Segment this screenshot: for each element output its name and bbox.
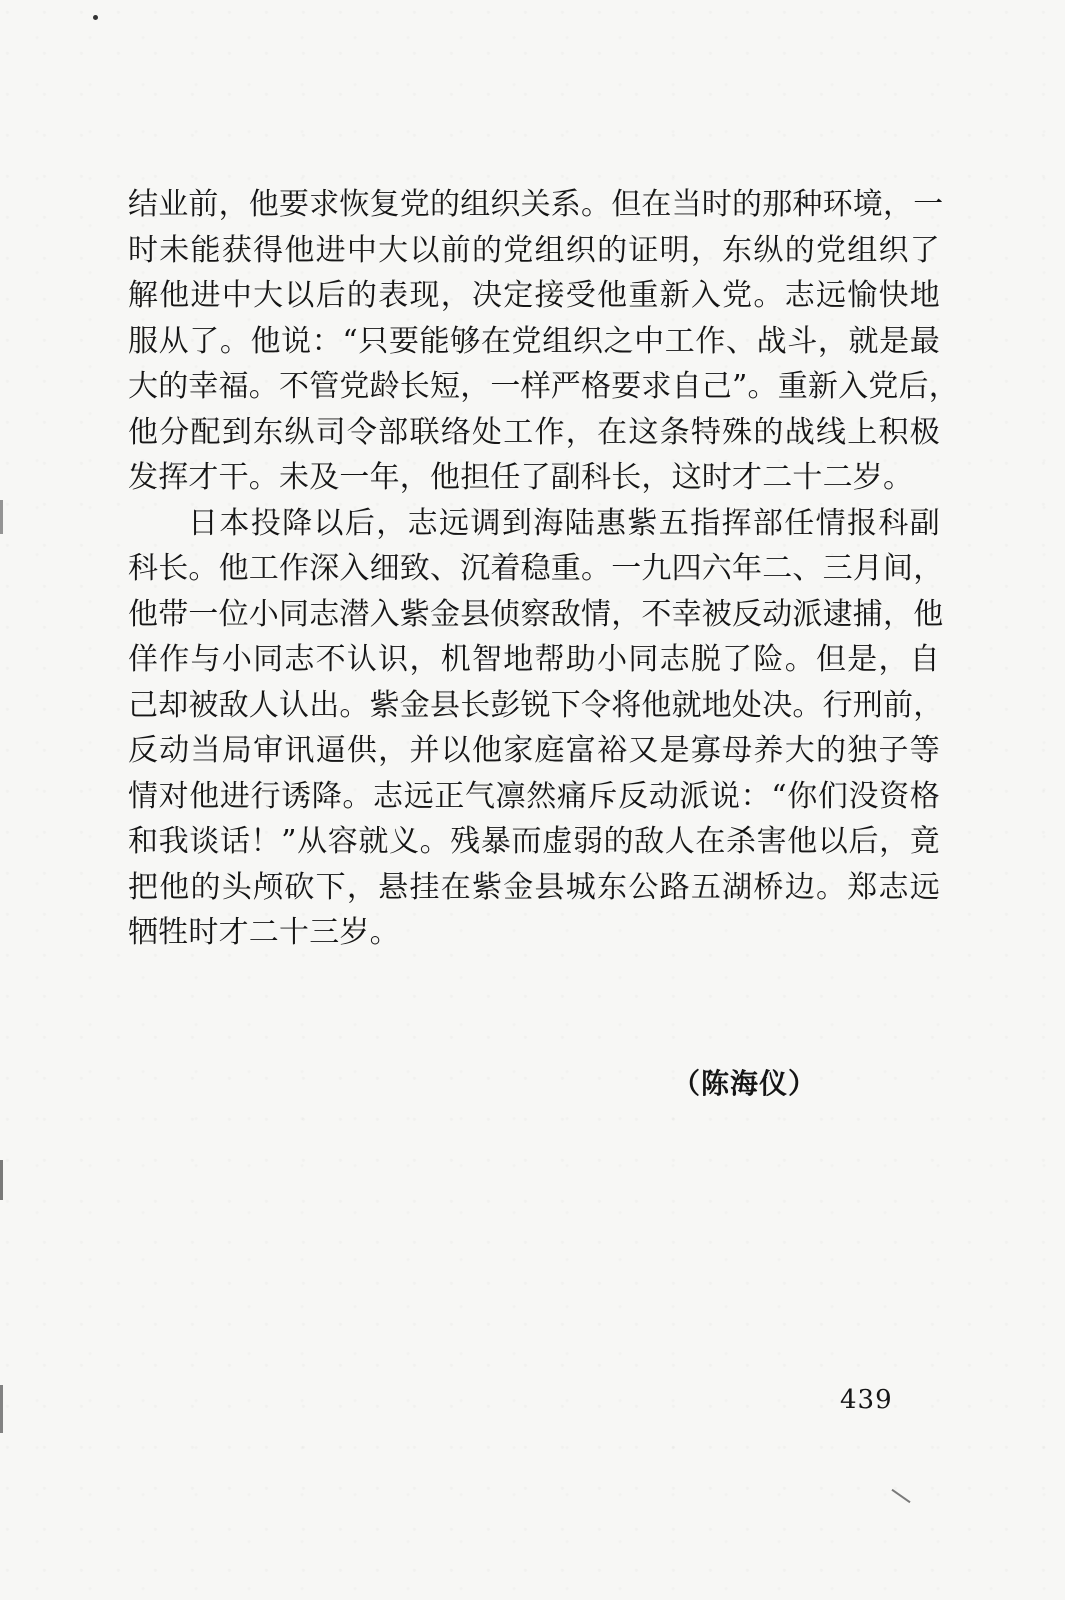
author-credit: （陈海仪） xyxy=(672,1067,818,1100)
binding-mark xyxy=(0,1160,3,1200)
text-line: 服从了。他说：“只要能够在党组织之中工作、战斗，就是最 xyxy=(128,323,940,359)
text-line: 时未能获得他进中大以前的党组织的证明，东纵的党组织了 xyxy=(128,232,940,268)
page-number: 439 xyxy=(840,1385,893,1415)
paragraph-2 xyxy=(128,501,944,956)
text-line: 己却被敌人认出。紫金县长彭锐下令将他就地处决。行刑前， xyxy=(128,687,944,723)
binding-mark xyxy=(0,500,3,534)
text-line: 把他的头颅砍下，悬挂在紫金县城东公路五湖桥边。郑志远 xyxy=(128,869,940,905)
text-line: 日本投降以后，志远调到海陆惠紫五指挥部任情报科副 xyxy=(188,505,940,541)
text-line: 佯作与小同志不认识，机智地帮助小同志脱了险。但是，自 xyxy=(128,642,940,677)
text-line: 牺牲时才二十三岁。 xyxy=(128,915,400,950)
text-line: 解他进中大以后的表现，决定接受他重新入党。志远愉快地 xyxy=(128,278,940,313)
text-line: 他带一位小同志潜入紫金县侦察敌情，不幸被反动派逮捕，他 xyxy=(128,596,944,632)
text-line: 他分配到东纵司令部联络处工作，在这条特殊的战线上积极 xyxy=(128,414,940,450)
paragraph-1 xyxy=(128,182,959,501)
scan-mark xyxy=(891,1489,910,1503)
text-line: 情对他进行诱降。志远正气凛然痛斥反动派说：“你们没资格 xyxy=(128,778,940,814)
scan-speck xyxy=(93,15,98,20)
text-line: 和我谈话！”从容就义。残暴而虚弱的敌人在杀害他以后，竟 xyxy=(128,824,940,859)
binding-mark xyxy=(0,1385,3,1433)
text-line: 发挥才干。未及一年，他担任了副科长，这时才二十二岁。 xyxy=(128,460,914,495)
text-line: 反动当局审讯逼供，并以他家庭富裕又是寡母养大的独子等 xyxy=(128,733,940,768)
text-line: 科长。他工作深入细致、沉着稳重。一九四六年二、三月间， xyxy=(128,551,944,586)
text-line: 结业前，他要求恢复党的组织关系。但在当时的那种环境，一 xyxy=(128,187,944,222)
article-body xyxy=(128,182,959,956)
text-line: 大的幸福。不管党龄长短，一样严格要求自己”。重新入党后， xyxy=(128,369,959,404)
